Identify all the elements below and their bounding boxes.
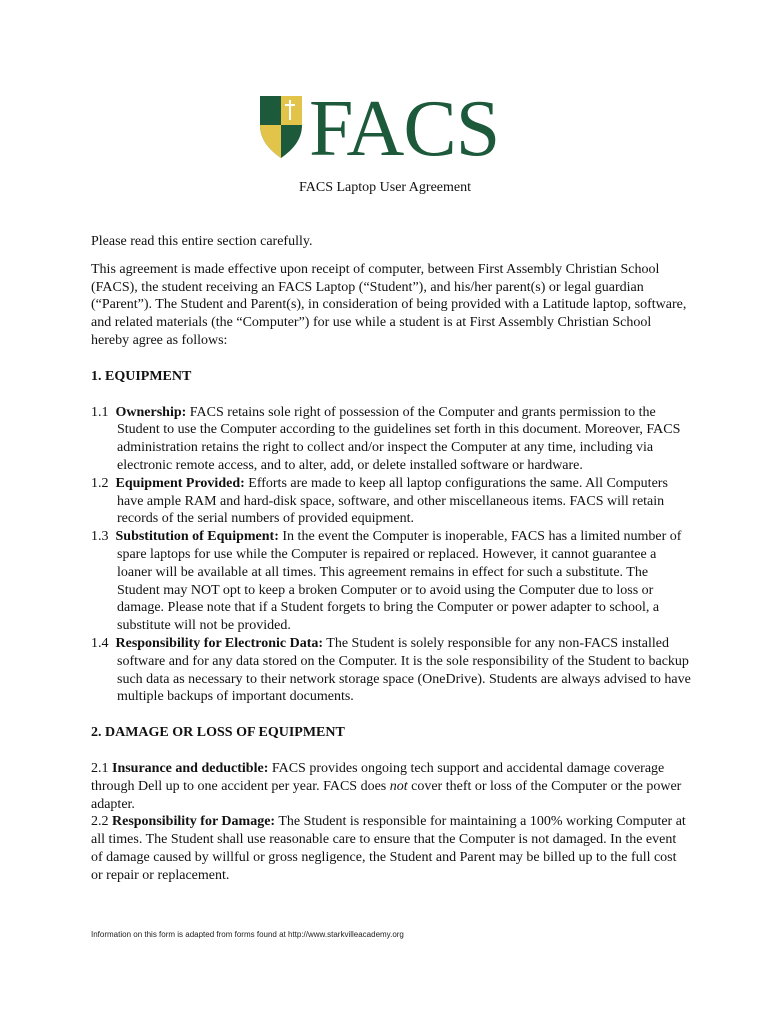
clause-number: 1.4: [91, 635, 109, 651]
clause-2-1: [91, 760, 691, 813]
clause-label: Responsibility for Electronic Data:: [115, 635, 324, 651]
facs-logo: [259, 85, 511, 173]
clause-emphasis: not: [389, 778, 408, 794]
clause-2-2: [91, 813, 691, 884]
clause-text: In the event the Computer is inoperable, FACS has a limited number of spare laptops for use while the Computer is repaired or replaced. However, it cannot guarantee a loaner will be available at all times. This agreement remains in effect for such a substitute. The Student may NOT opt to keep a broken Computer or to avoid using the Computer due to loss or damage. Please note that if a Student forgets to bring the Computer or power adapter to school, a substitute will not be provided.: [117, 529, 682, 634]
clause-label: Ownership:: [115, 404, 187, 420]
section-heading-equipment: 1. EQUIPMENT: [91, 368, 192, 384]
clause-text: The Student is responsible for maintaining a 100% working Computer at all times. The Student shall use reasonable care to ensure that the Computer is not damaged. In the event of damage caused by willful or gross negligence, the Student and Parent may be billed up to the full cost or repair or replacement.: [91, 814, 686, 883]
clause-1-4: [91, 635, 691, 706]
agreement-paragraph: This agreement is made effective upon receipt of computer, between First Assembly Christian School (FACS), the student receiving an FACS Laptop (“Student”), and his/her parent(s) or legal guardian (“Parent”). The Student and Parent(s), in consideration of being provided with a Latitude laptop, software, and related materials (the “Computer”) for use while a student is at First Assembly Christian School hereby agree as follows:: [91, 261, 687, 348]
clause-text: cover theft or loss of the Computer or the power adapter.: [91, 778, 682, 812]
section-heading-damage: 2. DAMAGE OR LOSS OF EQUIPMENT: [91, 725, 345, 741]
clause-number: 1.2: [91, 475, 109, 491]
clause-1-1: [91, 404, 691, 475]
document-title: FACS Laptop User Agreement: [299, 180, 471, 195]
shield-icon: [259, 95, 303, 159]
clause-1-3: [91, 528, 691, 635]
clause-label: Responsibility for Damage:: [112, 814, 276, 830]
clause-text: FACS provides ongoing tech support and accidental damage coverage through Dell up to one accident per year. FACS does: [91, 760, 665, 794]
clause-text: The Student is solely responsible for any non-FACS installed software and for any data stored on the Computer. It is the sole responsibility of the Student to backup such data as necessary to their network storage space (OneDrive). Students are always advised to have multiple backups of important documents.: [117, 635, 691, 705]
clause-number: 2.1: [91, 760, 109, 776]
footer-note: Information on this form is adapted from forms found at http://www.starkvilleacademy.org: [91, 930, 404, 939]
logo-wordmark: FACS: [309, 85, 500, 173]
intro-paragraph: Please read this entire section carefully.: [91, 234, 313, 249]
document-body: [91, 233, 691, 885]
clause-number: 2.2: [91, 814, 109, 830]
clause-label: Substitution of Equipment:: [115, 529, 279, 545]
clause-label: Equipment Provided:: [115, 475, 245, 491]
clause-number: 1.1: [91, 404, 109, 420]
clause-label: Insurance and deductible:: [112, 760, 269, 776]
clause-1-2: [91, 475, 691, 528]
clause-text: FACS retains sole right of possession of the Computer and grants permission to the Student to use the Computer according to the guidelines set forth in this document. Moreover, FACS administration retains the right to collect and/or inspect the Computer at any time, including via electronic remote access, and to alter, add, or delete installed software or hardware.: [117, 404, 681, 473]
clause-text: Efforts are made to keep all laptop configurations the same. All Computers have ample RAM and hard-disk space, software, and other miscellaneous items. FACS will retain records of the serial numbers of provided equipment.: [117, 475, 668, 527]
clause-number: 1.3: [91, 529, 109, 545]
